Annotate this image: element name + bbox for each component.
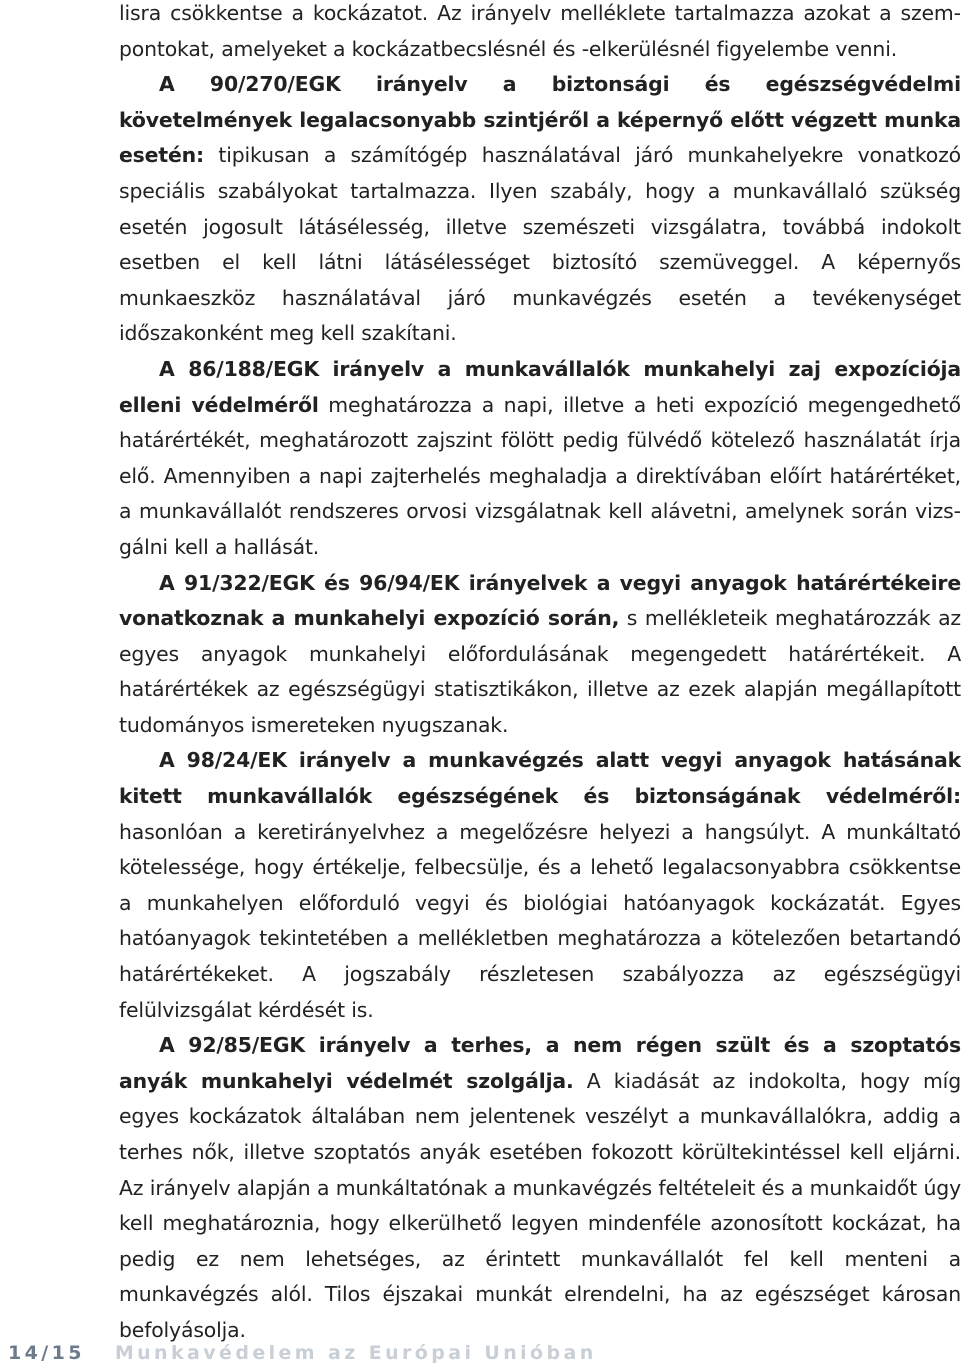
paragraph-text: hasonlóan a keretirányelvhez a megelőzésre helyezi a hangsúlyt. A munkáltató kötelessége, hogy értékelje, felbecsülje, és a lehető legalacsonyabbra csökkentse a munkahelyen előforduló vegyi és biológiai hatóanyagok kockázatát. Egyes hatóanyagok tekintetében a mellékletben meghatározza a kötelezően betartandó határértékeket. A jogszabály részletesen szabályozza az egészségügyi felülvizsgálat kérdését is. <box>119 819 961 1022</box>
directive-title: A 92/85/EGK irányelv a terhes, a nem régen szült és a szoptatós anyák munkahelyi védelmét szolgálja. <box>119 1033 961 1093</box>
directive-title: A 86/188/EGK irányelv a munkavállalók munkahelyi zaj expozíciója elleni védelméről <box>119 356 961 417</box>
paragraph-text: meghatározza a napi, illetve a heti expozíció megengedhető határértékét, meghatározott zajszint fölött pedig fülvédő kötelező használatát írja elő. Amennyiben a napi zajterhelés meghaladja a direktívában előírt határértéket, a munkavállalót rendszeres orvosi vizsgálatnak kell alávetni, amelynek során vizsgálni kell a hallását. <box>119 392 961 559</box>
paragraph-directive-90-270 <box>119 67 961 352</box>
directive-title: A 90/270/EGK irányelv a biztonsági és egészségvédelmi követelmények legalacsonyabb szintjéről a képernyő előtt végzett munka esetén: <box>119 72 961 168</box>
page-footer <box>8 1341 597 1365</box>
page-number: 14/15 <box>8 1342 85 1364</box>
paragraph-intro-continuation <box>119 0 961 67</box>
paragraph-text: s mellékleteik meghatározzák az egyes anyagok munkahelyi előfordulásának megengedett határértékeit. A határértékek az egészségügyi statisztikákon, illetve az ezek alapján megállapított tudományos ismereteken nyugszanak. <box>119 606 961 737</box>
paragraph-text: tipikusan a számítógép használatával járó munkahelyekre vonatkozó speciális szabályokat tartalmazza. Ilyen szabály, hogy a munkavállaló szükség esetén jogosult látásélesség, illetve szemészeti vizsgálatra, továbbá indokolt esetben el kell látni látásélességet biztosító szemüveggel. A képernyős munkaeszköz használatával járó munkavégzés esetén a tevékenységet időszakonként meg kell szakítani. <box>119 143 961 346</box>
paragraph-directive-86-188 <box>119 352 961 566</box>
publication-title: Munkavédelem az Európai Unióban <box>114 1342 597 1364</box>
paragraph-text: A kiadását az indokolta, hogy míg egyes kockázatok általában nem jelentenek veszélyt a munkavállalókra, addig a terhes nők, illetve szoptatós anyák esetében fokozott körültekintéssel kell eljárni. Az irányelv alapján a munkáltatónak a munkavégzés feltételeit és a munkaidőt úgy kell meghatároznia, hogy elkerülhető legyen mindenféle azonosított kockázat, ha pedig ez nem lehetséges, az érintett munkavállalót fel kell menteni a munkavégzés alól. Tilos éjszakai munkát elrendelni, ha az egészséget károsan befolyásolja. <box>119 1068 961 1342</box>
document-body <box>119 0 961 1349</box>
directive-title: A 98/24/EK irányelv a munkavégzés alatt vegyi anyagok hatásának kitett munkavállalók egészségének és biztonságának védelméről: <box>119 748 961 809</box>
paragraph-directive-98-24 <box>119 743 961 1028</box>
paragraph-directive-92-85 <box>119 1028 961 1348</box>
directive-title: A 91/322/EGK és 96/94/EK irányelvek a vegyi anyagok határértékeire vonatkoznak a munkahelyi expozíció során, <box>119 570 961 631</box>
paragraph-text: lisra csökkentse a kockázatot. Az irányelv melléklete tartalmazza azokat a szempontokat, amelyeket a kockázatbecslésnél és -elkerülésnél figyelembe venni. <box>119 1 961 61</box>
paragraph-directive-91-322 <box>119 566 961 744</box>
